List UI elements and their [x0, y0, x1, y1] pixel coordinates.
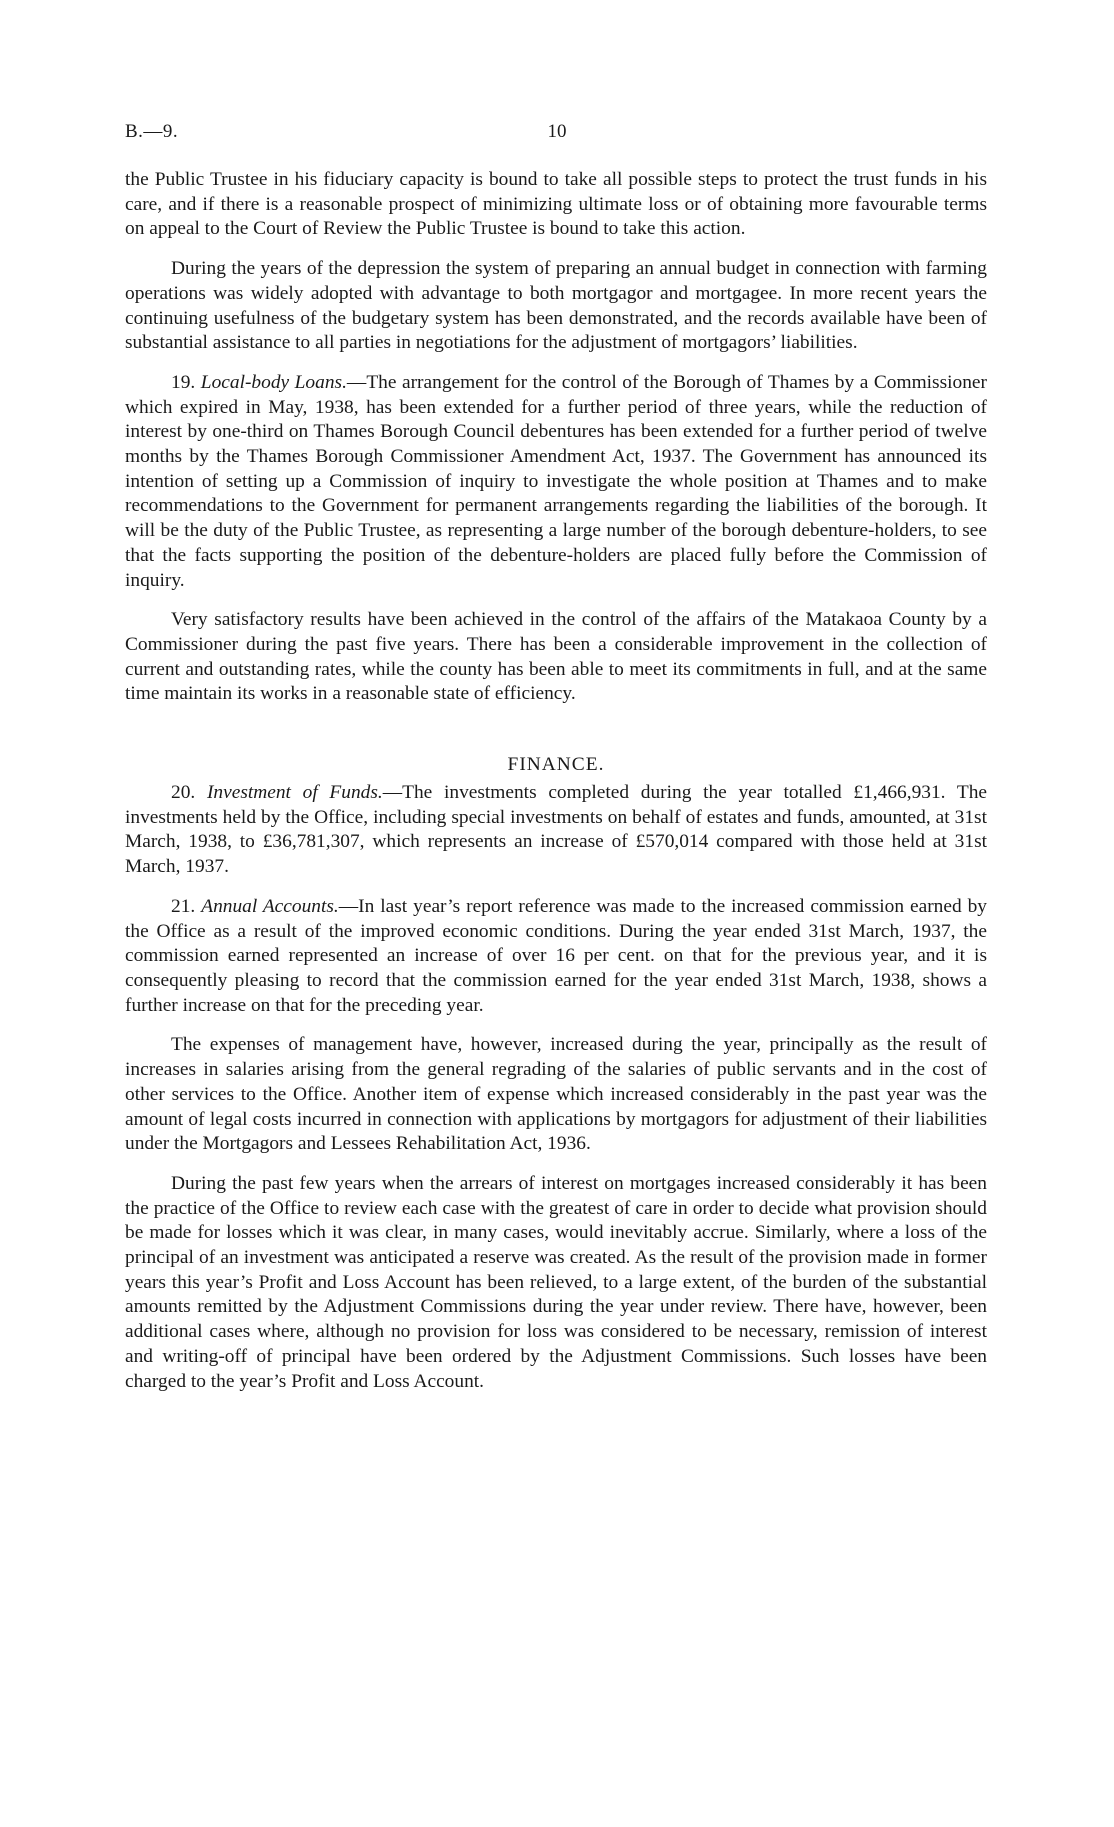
paragraph-investment-of-funds	[125, 781, 987, 880]
section-text: —The arrangement for the control of the Borough of Thames by a Commissioner which expired in May, 1938, has been extended for a further period of three years, while the reduction of interest by one-third on Thames Borough Council debentures has been extended for a further period of twelve months by the Thames Borough Commissioner Amendment Act, 1937. The Government has announced its intention of setting up a Commission of inquiry to investigate the whole position at Thames and to make recommendations to the Government for permanent arrangements regarding the liabilities of the borough. It will be the duty of the Public Trustee, as representing a large number of the borough debenture-holders, to see that the facts supporting the position of the debenture-holders are placed fully before the Commission of inquiry.	[125, 371, 987, 591]
document-body	[125, 168, 987, 1394]
section-title: Investment of Funds.	[206, 782, 383, 804]
paragraph-annual-accounts	[125, 895, 987, 1019]
section-title: Local-body Loans.	[200, 371, 347, 393]
section-title: Annual Accounts.	[201, 895, 339, 917]
section-number: 20.	[171, 782, 196, 804]
paragraph-continuation: the Public Trustee in his fiduciary capacity is bound to take all possible steps to protect the trust funds in his care, and if there is a reasonable prospect of minimizing ultimate loss or of obtaining more favourable terms on appeal to the Court of Review the Public Trustee is bound to take this action.	[125, 169, 987, 240]
paragraph-budgetary-system: During the years of the depression the system of preparing an annual budget in connection with farming operations was widely adopted with advantage to both mortgagor and mortgagee. In more recent years the continuing usefulness of the budgetary system has been demonstrated, and the records available have been of substantial assistance to all parties in negotiations for the adjustment of mortgagors’ liabilities.	[125, 258, 987, 354]
finance-heading: FINANCE.	[507, 754, 605, 776]
paragraph-local-body-loans	[125, 371, 987, 593]
page-number: 10	[547, 121, 567, 142]
paragraph-arrears-of-interest: During the past few years when the arrears of interest on mortgages increased considerably it has been the practice of the Office to review each case with the greatest of care in order to decide what provision should be made for losses which it was clear, in many cases, would inevitably accrue. Similarly, where a loss of the principal of an investment was anticipated a reserve was created. As the result of the provision made in former years this year’s Profit and Loss Account has been relieved, to a large extent, of the burden of the substantial amounts remitted by the Adjustment Commissions during the year under review. There have, however, been additional cases where, although no provision for loss was considered to be necessary, remission of interest and writing-off of principal have been ordered by the Adjustment Commissions. Such losses have been charged to the year’s Profit and Loss Account.	[125, 1172, 987, 1392]
document-reference: B.—9.	[125, 121, 179, 142]
paragraph-matakaoa-county: Very satisfactory results have been achieved in the control of the affairs of the Matakaoa County by a Commissioner during the past five years. There has been a considerable improvement in the collection of current and outstanding rates, while the county has been able to meet its commitments in full, and at the same time maintain its works in a reasonable state of efficiency.	[125, 609, 987, 705]
paragraph-expenses-of-management: The expenses of management have, however, increased during the year, principally as the result of increases in salaries arising from the general regrading of the salaries of public servants and in the cost of other services to the Office. Another item of expense which increased considerably in the past year was the amount of legal costs incurred in connection with applications by mortgagors for adjustment of their liabilities under the Mortgagors and Lessees Rehabilitation Act, 1936.	[125, 1034, 987, 1155]
section-text: —In last year’s report reference was made to the increased commission earned by the Office as a result of the improved economic conditions. During the year ended 31st March, 1937, the commission earned represented an increase of over 16 per cent. on that for the previous year, and it is consequently pleasing to record that the commission earned for the year ended 31st March, 1938, shows a further increase on that for the preceding year.	[125, 895, 988, 1016]
section-number: 21.	[171, 895, 196, 917]
section-number: 19.	[171, 371, 196, 393]
section-text: —The investments completed during the year totalled £1,466,931. The investments held by the Office, including special investments on behalf of estates and funds, amounted, at 31st March, 1938, to £36,781,307, which represents an increase of £570,014 compared with those held at 31st March, 1937.	[125, 782, 987, 878]
